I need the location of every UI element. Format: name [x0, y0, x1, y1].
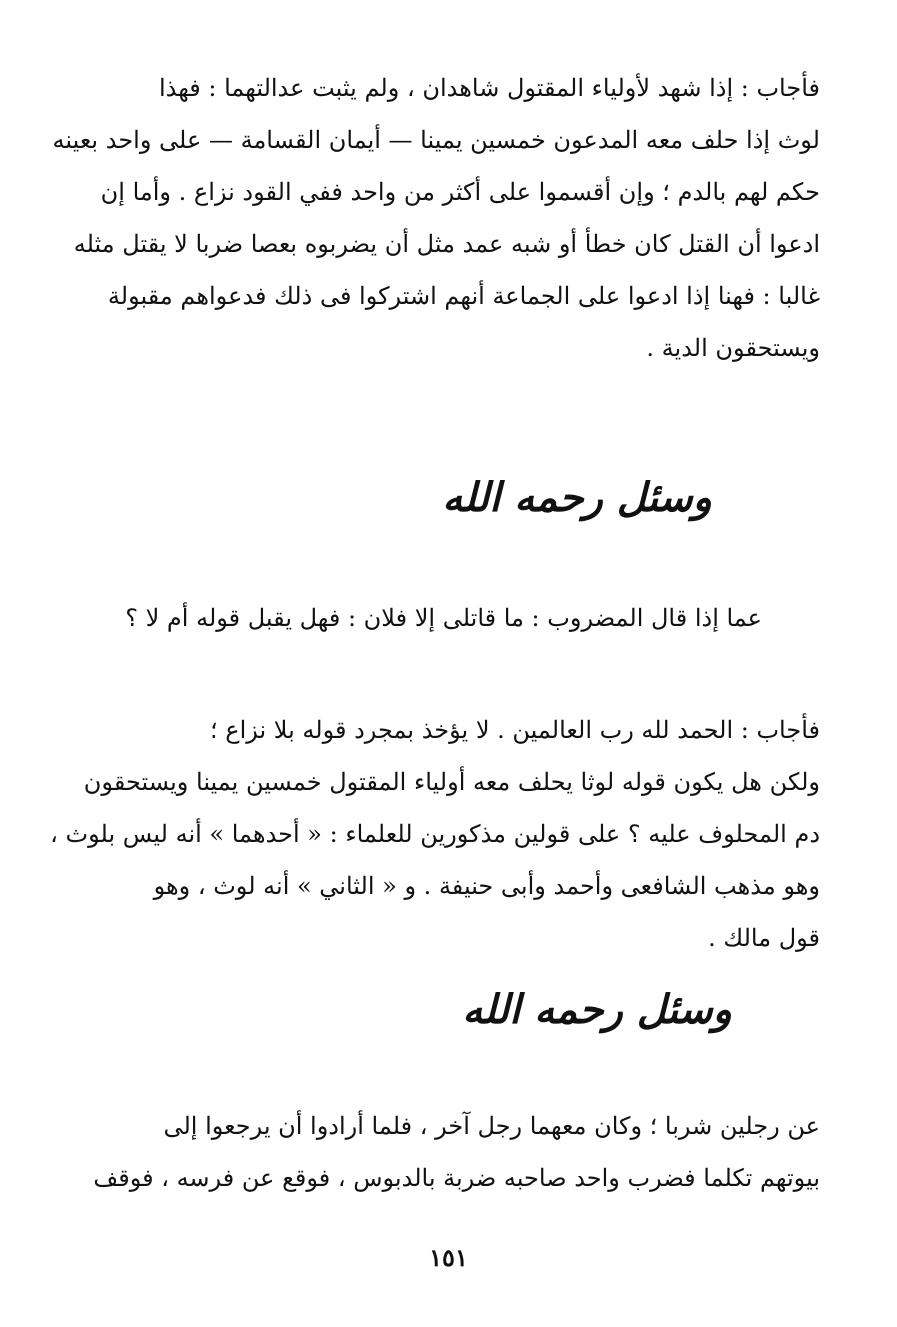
text-line: حكم لهم بالدم ؛ وإن أقسموا على أكثر من واحد ففي القود نزاع . وأما إن: [100, 178, 820, 206]
question-paragraph-3: [93, 1100, 820, 1204]
page-number: ١٥١: [429, 1243, 468, 1272]
text-line: قول مالك .: [708, 924, 820, 952]
text-line: بيوتهم تكلما فضرب واحد صاحبه ضربة بالدبوس ، فوقع عن فرسه ، فوقف: [93, 1164, 820, 1192]
text-line: فأجاب : الحمد لله رب العالمين . لا يؤخذ بمجرد قوله بلا نزاع ؛: [209, 716, 820, 744]
text-line: ولكن هل يكون قوله لوثا يحلف معه أولياء المقتول خمسين يمينا ويستحقون: [83, 768, 820, 796]
question-line: عما إذا قال المضروب : ما قاتلى إلا فلان : فهل يقبل قوله أم لا ؟: [125, 604, 762, 632]
text-line: عن رجلين شربا ؛ وكان معهما رجل آخر ، فلما أرادوا أن يرجعوا إلى: [163, 1112, 820, 1140]
text-line: غالبا : فهنا إذا ادعوا على الجماعة أنهم اشتركوا فى ذلك فدعواهم مقبولة: [107, 282, 820, 310]
text-line: فأجاب : إذا شهد لأولياء المقتول شاهدان ، ولم يثبت عدالتهما : فهذا: [158, 74, 820, 102]
text-line: وهو مذهب الشافعى وأحمد وأبى حنيفة . و « الثاني » أنه لوث ، وهو: [153, 872, 820, 900]
answer-paragraph-2: [50, 704, 820, 964]
section-heading-2: وسئل رحمه الله: [462, 986, 732, 1033]
text-line: لوث إذا حلف معه المدعون خمسين يمينا — أيمان القسامة — على واحد بعينه: [52, 126, 820, 154]
answer-paragraph-1: [52, 62, 820, 374]
text-line: ادعوا أن القتل كان خطأ أو شبه عمد مثل أن يضربوه بعصا ضربا لا يقتل مثله: [73, 230, 820, 258]
text-line: دم المحلوف عليه ؟ على قولين مذكورين للعلماء : « أحدهما » أنه ليس بلوث ،: [50, 820, 820, 848]
section-heading-1: وسئل رحمه الله: [442, 474, 712, 521]
text-line: ويستحقون الدية .: [646, 334, 820, 362]
